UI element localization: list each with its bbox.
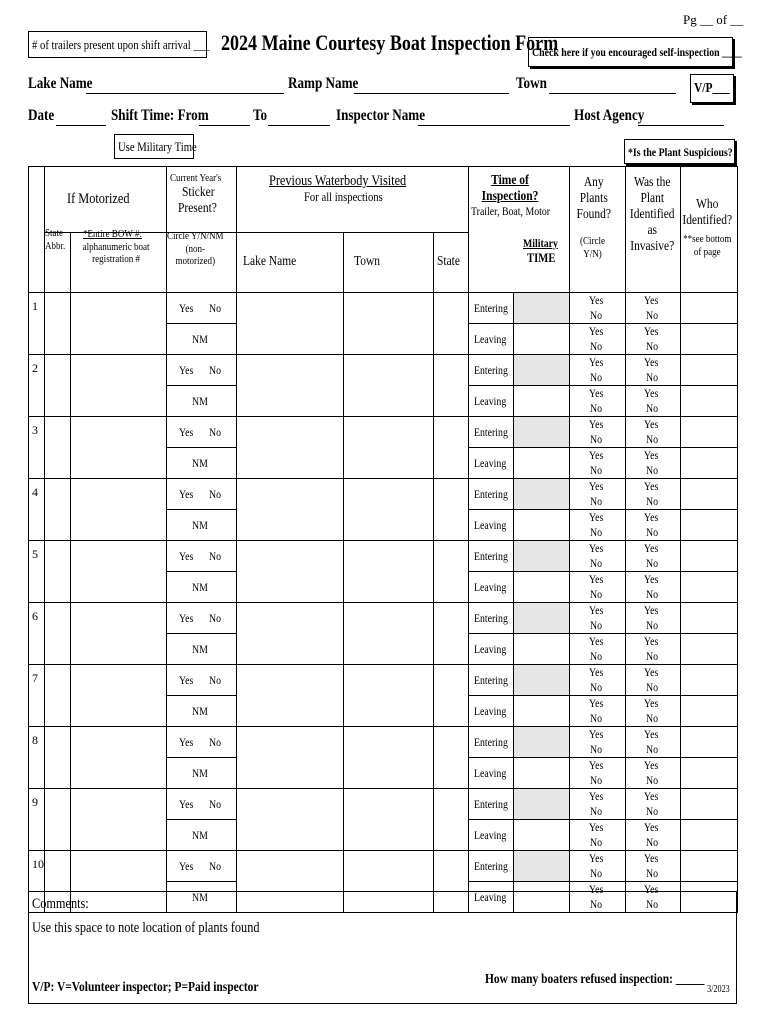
plant-suspicious-label: *Is the Plant Suspicious? — [628, 145, 733, 159]
plants-found-leaving-cell[interactable]: YesNo — [570, 696, 626, 727]
leaving-time-cell[interactable] — [514, 324, 570, 355]
leaving-label-cell: Leaving — [469, 882, 514, 913]
state-abbr-cell[interactable] — [45, 479, 71, 541]
invasive-leaving-cell[interactable]: YesNo — [626, 758, 681, 789]
invasive-entering-cell[interactable]: YesNo — [626, 727, 681, 758]
leaving-time-cell[interactable] — [514, 510, 570, 541]
invasive-leaving-cell[interactable]: YesNo — [626, 510, 681, 541]
sticker-nm-cell[interactable]: NM — [167, 324, 237, 355]
row-number: 1 — [29, 293, 45, 355]
who-identified-leaving-cell[interactable] — [681, 448, 738, 479]
leaving-label-cell: Leaving — [469, 448, 514, 479]
row-number: 4 — [29, 479, 45, 541]
who-identified-leaving-cell[interactable] — [681, 820, 738, 851]
comments-hint: Use this space to note location of plants found — [32, 920, 260, 936]
entering-time-cell[interactable] — [514, 727, 570, 758]
plants-found-entering-cell[interactable]: YesNo — [570, 293, 626, 324]
bow-number-header: *Entire BOW #: alphanumeric boat registration # — [71, 233, 167, 293]
bow-number-cell[interactable] — [71, 665, 167, 727]
state-abbr-cell[interactable] — [45, 603, 71, 665]
vp-label: V/P___ — [694, 81, 730, 96]
prev-state-cell[interactable] — [434, 479, 469, 541]
entering-label-cell: Entering — [469, 603, 514, 634]
table-row — [29, 479, 738, 510]
leaving-label-cell: Leaving — [469, 696, 514, 727]
entering-label-cell: Entering — [469, 479, 514, 510]
to-label: To — [253, 107, 268, 124]
prev-state-cell[interactable] — [434, 789, 469, 851]
who-identified-leaving-cell[interactable] — [681, 510, 738, 541]
invasive-leaving-cell[interactable]: YesNo — [626, 820, 681, 851]
plants-found-entering-cell[interactable]: YesNo — [570, 727, 626, 758]
prev-state-cell[interactable] — [434, 541, 469, 603]
sticker-nm-cell[interactable]: NM — [167, 448, 237, 479]
who-identified-header: Who Identified? **see bottom of page — [681, 167, 738, 293]
invasive-entering-cell[interactable]: YesNo — [626, 789, 681, 820]
circle-ynm-header: Circle Y/N/NM (non-motorized) — [167, 233, 237, 293]
prev-lake-name-cell[interactable] — [237, 417, 344, 479]
who-identified-entering-cell[interactable] — [681, 665, 738, 696]
entering-time-cell[interactable] — [514, 293, 570, 324]
leaving-time-cell[interactable] — [514, 696, 570, 727]
inspector-name-field[interactable] — [418, 125, 570, 126]
leaving-label-cell: Leaving — [469, 572, 514, 603]
invasive-header: Was the Plant Identified as Invasive? — [626, 167, 681, 293]
sticker-yes-no-cell[interactable]: Yes No — [167, 851, 237, 882]
state-abbr-header: State Abbr. — [45, 233, 71, 293]
row-number: 9 — [29, 789, 45, 851]
prev-state-cell[interactable] — [434, 293, 469, 355]
who-identified-leaving-cell[interactable] — [681, 386, 738, 417]
if-motorized-header: If Motorized — [45, 167, 167, 233]
prev-state-cell[interactable] — [434, 603, 469, 665]
who-identified-leaving-cell[interactable] — [681, 634, 738, 665]
any-plants-header: Any Plants Found? (Circle Y/N) — [570, 167, 626, 293]
form-version: 3/2023 — [707, 984, 730, 995]
table-row — [29, 541, 738, 572]
prev-state-cell[interactable] — [434, 727, 469, 789]
prev-town-cell[interactable] — [344, 603, 434, 665]
leaving-time-cell[interactable] — [514, 758, 570, 789]
plants-found-leaving-cell[interactable]: YesNo — [570, 510, 626, 541]
who-identified-entering-cell[interactable] — [681, 727, 738, 758]
trailers-count-label: # of trailers present upon shift arrival ___ — [32, 37, 210, 52]
plants-found-entering-cell[interactable]: YesNo — [570, 355, 626, 386]
prev-state-header: State — [434, 233, 469, 293]
entering-time-cell[interactable] — [514, 417, 570, 448]
who-identified-entering-cell[interactable] — [681, 293, 738, 324]
invasive-leaving-cell[interactable]: YesNo — [626, 882, 681, 913]
plants-found-leaving-cell[interactable]: YesNo — [570, 820, 626, 851]
prev-town-cell[interactable] — [344, 293, 434, 355]
plants-found-leaving-cell[interactable]: YesNo — [570, 882, 626, 913]
who-identified-entering-cell[interactable] — [681, 355, 738, 386]
plants-found-leaving-cell[interactable]: YesNo — [570, 448, 626, 479]
invasive-leaving-cell[interactable]: YesNo — [626, 634, 681, 665]
town-field[interactable] — [549, 93, 676, 94]
plants-found-entering-cell[interactable]: YesNo — [570, 665, 626, 696]
plants-found-leaving-cell[interactable]: YesNo — [570, 324, 626, 355]
entering-time-cell[interactable] — [514, 603, 570, 634]
bow-number-cell[interactable] — [71, 355, 167, 417]
prev-state-cell[interactable] — [434, 417, 469, 479]
host-agency-label: Host Agency — [574, 107, 645, 124]
sticker-nm-cell[interactable]: NM — [167, 386, 237, 417]
invasive-leaving-cell[interactable]: YesNo — [626, 324, 681, 355]
ramp-name-label: Ramp Name — [288, 75, 359, 92]
entering-label-cell: Entering — [469, 417, 514, 448]
plants-found-entering-cell[interactable]: YesNo — [570, 541, 626, 572]
entering-time-cell[interactable] — [514, 789, 570, 820]
invasive-leaving-cell[interactable]: YesNo — [626, 696, 681, 727]
prev-town-cell[interactable] — [344, 417, 434, 479]
prev-town-cell[interactable] — [344, 789, 434, 851]
bow-number-cell[interactable] — [71, 541, 167, 603]
plants-found-entering-cell[interactable]: YesNo — [570, 479, 626, 510]
leaving-time-cell[interactable] — [514, 448, 570, 479]
table-row — [29, 665, 738, 696]
entering-label-cell: Entering — [469, 851, 514, 882]
entering-label-cell: Entering — [469, 541, 514, 572]
prev-lake-name-cell[interactable] — [237, 603, 344, 665]
plants-found-entering-cell[interactable]: YesNo — [570, 603, 626, 634]
entering-label-cell: Entering — [469, 727, 514, 758]
who-identified-leaving-cell[interactable] — [681, 572, 738, 603]
sticker-nm-cell[interactable]: NM — [167, 510, 237, 541]
state-abbr-cell[interactable] — [45, 417, 71, 479]
row-number: 8 — [29, 727, 45, 789]
prev-lake-name-cell[interactable] — [237, 541, 344, 603]
leaving-time-cell[interactable] — [514, 820, 570, 851]
invasive-entering-cell[interactable]: YesNo — [626, 665, 681, 696]
form-title: 2024 Maine Courtesy Boat Inspection Form — [221, 30, 559, 55]
sticker-nm-cell[interactable]: NM — [167, 882, 237, 913]
prev-town-header: Town — [344, 233, 434, 293]
sticker-header: Current Year's Sticker Present? — [167, 167, 237, 233]
plants-found-leaving-cell[interactable]: YesNo — [570, 634, 626, 665]
previous-waterbody-header: Previous Waterbody Visited For all inspections — [237, 167, 469, 233]
use-military-time-label: Use Military Time — [118, 139, 197, 154]
sticker-yes-no-cell[interactable]: Yes No — [167, 665, 237, 696]
state-abbr-cell[interactable] — [45, 355, 71, 417]
state-abbr-cell[interactable] — [45, 665, 71, 727]
who-identified-entering-cell[interactable] — [681, 417, 738, 448]
prev-lake-name-cell[interactable] — [237, 293, 344, 355]
bow-number-cell[interactable] — [71, 479, 167, 541]
vp-note: V/P: V=Volunteer inspector; P=Paid inspector — [32, 980, 259, 995]
state-abbr-cell[interactable] — [45, 727, 71, 789]
trailers-count-field[interactable] — [28, 31, 210, 58]
invasive-entering-cell[interactable]: YesNo — [626, 541, 681, 572]
entering-label-cell: Entering — [469, 665, 514, 696]
sticker-nm-cell[interactable]: NM — [167, 820, 237, 851]
sticker-yes-no-cell[interactable]: Yes No — [167, 479, 237, 510]
row-number: 7 — [29, 665, 45, 727]
prev-state-cell[interactable] — [434, 665, 469, 727]
prev-town-cell[interactable] — [344, 541, 434, 603]
prev-town-cell[interactable] — [344, 479, 434, 541]
refused-inspection-label: How many boaters refused inspection: _____ — [485, 972, 705, 987]
prev-lake-name-cell[interactable] — [237, 479, 344, 541]
bow-number-cell[interactable] — [71, 417, 167, 479]
row-number: 3 — [29, 417, 45, 479]
vp-field[interactable] — [690, 74, 734, 103]
comments-box[interactable] — [28, 891, 737, 1004]
prev-lake-name-header: Lake Name — [237, 233, 344, 293]
shift-time-label: Shift Time: From — [111, 107, 209, 124]
table-row — [29, 417, 738, 448]
invasive-entering-cell[interactable]: YesNo — [626, 479, 681, 510]
shift-to-field[interactable] — [268, 125, 330, 126]
table-row — [29, 851, 738, 882]
invasive-entering-cell[interactable]: YesNo — [626, 417, 681, 448]
inspection-table — [28, 166, 738, 913]
entering-time-cell[interactable] — [514, 851, 570, 882]
bow-number-cell[interactable] — [71, 293, 167, 355]
sticker-yes-no-cell[interactable]: Yes No — [167, 541, 237, 572]
prev-lake-name-cell[interactable] — [237, 665, 344, 727]
leaving-label-cell: Leaving — [469, 510, 514, 541]
sticker-yes-no-cell[interactable]: Yes No — [167, 727, 237, 758]
sticker-yes-no-cell[interactable]: Yes No — [167, 293, 237, 324]
prev-town-cell[interactable] — [344, 355, 434, 417]
lake-name-field[interactable] — [86, 93, 284, 94]
sticker-nm-cell[interactable]: NM — [167, 634, 237, 665]
plants-found-entering-cell[interactable]: YesNo — [570, 789, 626, 820]
host-agency-field[interactable] — [638, 125, 724, 126]
entering-time-cell[interactable] — [514, 355, 570, 386]
date-field[interactable] — [56, 125, 106, 126]
sticker-yes-no-cell[interactable]: Yes No — [167, 789, 237, 820]
table-row — [29, 293, 738, 324]
invasive-leaving-cell[interactable]: YesNo — [626, 448, 681, 479]
entering-time-cell[interactable] — [514, 479, 570, 510]
plants-found-leaving-cell[interactable]: YesNo — [570, 758, 626, 789]
sticker-nm-cell[interactable]: NM — [167, 572, 237, 603]
leaving-time-cell[interactable] — [514, 572, 570, 603]
invasive-leaving-cell[interactable]: YesNo — [626, 386, 681, 417]
plants-found-leaving-cell[interactable]: YesNo — [570, 572, 626, 603]
row-number: 6 — [29, 603, 45, 665]
prev-town-cell[interactable] — [344, 665, 434, 727]
leaving-label-cell: Leaving — [469, 324, 514, 355]
prev-lake-name-cell[interactable] — [237, 727, 344, 789]
lake-name-label: Lake Name — [28, 75, 93, 92]
ramp-name-field[interactable] — [354, 93, 509, 94]
use-military-time-button[interactable] — [114, 134, 197, 159]
prev-town-cell[interactable] — [344, 727, 434, 789]
self-inspection-label: Check here if you encouraged self-inspection ____ — [532, 45, 742, 59]
who-identified-leaving-cell[interactable] — [681, 324, 738, 355]
plants-found-entering-cell[interactable]: YesNo — [570, 851, 626, 882]
entering-label-cell: Entering — [469, 293, 514, 324]
self-inspection-checkbox[interactable] — [528, 37, 742, 67]
plant-suspicious-box — [624, 139, 735, 164]
who-identified-entering-cell[interactable] — [681, 603, 738, 634]
date-label: Date — [28, 107, 55, 124]
invasive-entering-cell[interactable]: YesNo — [626, 851, 681, 882]
table-row — [29, 727, 738, 758]
sticker-nm-cell[interactable]: NM — [167, 758, 237, 789]
entering-time-cell[interactable] — [514, 665, 570, 696]
row-number: 5 — [29, 541, 45, 603]
entering-label-cell: Entering — [469, 789, 514, 820]
sticker-yes-no-cell[interactable]: Yes No — [167, 355, 237, 386]
leaving-label-cell: Leaving — [469, 386, 514, 417]
bow-number-cell[interactable] — [71, 727, 167, 789]
prev-lake-name-cell[interactable] — [237, 355, 344, 417]
state-abbr-cell[interactable] — [45, 541, 71, 603]
invasive-entering-cell[interactable]: YesNo — [626, 355, 681, 386]
prev-lake-name-cell[interactable] — [237, 789, 344, 851]
table-row — [29, 603, 738, 634]
leaving-label-cell: Leaving — [469, 820, 514, 851]
prev-state-cell[interactable] — [434, 355, 469, 417]
state-abbr-cell[interactable] — [45, 789, 71, 851]
bow-number-cell[interactable] — [71, 603, 167, 665]
plants-found-leaving-cell[interactable]: YesNo — [570, 386, 626, 417]
leaving-time-cell[interactable] — [514, 634, 570, 665]
invasive-entering-cell[interactable]: YesNo — [626, 293, 681, 324]
leaving-time-cell[interactable] — [514, 386, 570, 417]
row-number: 2 — [29, 355, 45, 417]
invasive-leaving-cell[interactable]: YesNo — [626, 572, 681, 603]
row-number: 10 — [29, 851, 45, 913]
who-identified-entering-cell[interactable] — [681, 789, 738, 820]
who-identified-leaving-cell[interactable] — [681, 758, 738, 789]
leaving-label-cell: Leaving — [469, 634, 514, 665]
who-identified-entering-cell[interactable] — [681, 479, 738, 510]
shift-from-field[interactable] — [199, 125, 250, 126]
invasive-entering-cell[interactable]: YesNo — [626, 603, 681, 634]
sticker-nm-cell[interactable]: NM — [167, 696, 237, 727]
sticker-yes-no-cell[interactable]: Yes No — [167, 417, 237, 448]
entering-time-cell[interactable] — [514, 541, 570, 572]
table-row — [29, 789, 738, 820]
bow-number-cell[interactable] — [71, 789, 167, 851]
who-identified-entering-cell[interactable] — [681, 851, 738, 882]
town-label: Town — [516, 75, 547, 92]
row-number-header — [29, 167, 45, 293]
inspector-name-label: Inspector Name — [336, 107, 426, 124]
who-identified-entering-cell[interactable] — [681, 541, 738, 572]
state-abbr-cell[interactable] — [45, 293, 71, 355]
table-row — [29, 355, 738, 386]
sticker-yes-no-cell[interactable]: Yes No — [167, 603, 237, 634]
who-identified-leaving-cell[interactable] — [681, 696, 738, 727]
page-number: Pg __ of __ — [683, 12, 744, 27]
leaving-label-cell: Leaving — [469, 758, 514, 789]
comments-label: Comments: — [32, 896, 89, 912]
time-of-inspection-header: Time of Inspection? Trailer, Boat, Motor Military TIME — [469, 167, 570, 293]
entering-label-cell: Entering — [469, 355, 514, 386]
plants-found-entering-cell[interactable]: YesNo — [570, 417, 626, 448]
